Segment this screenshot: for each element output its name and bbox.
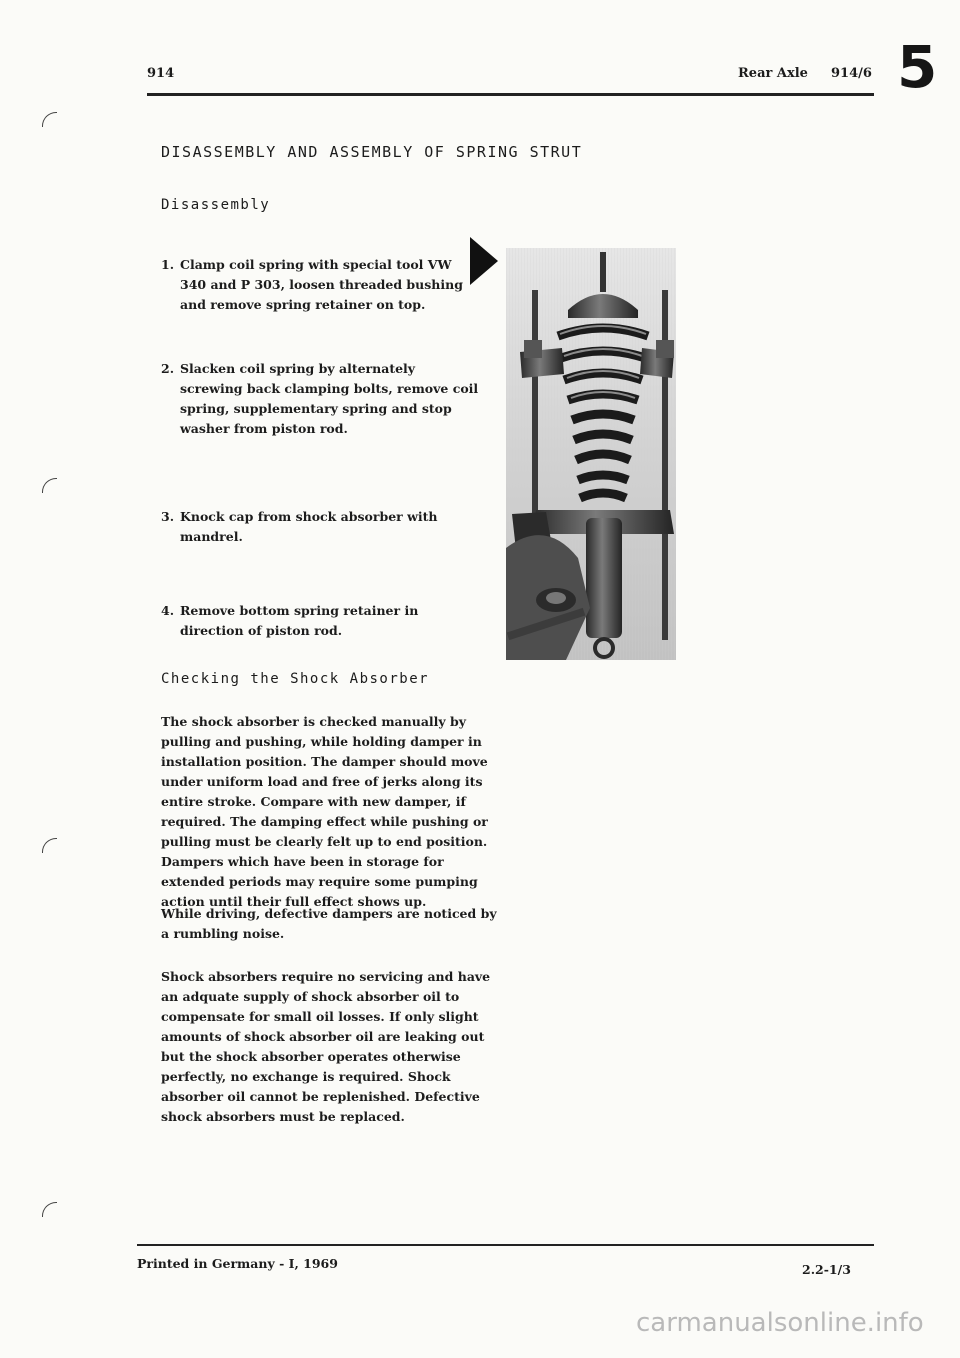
margin-mark <box>42 112 57 127</box>
printed-note: Printed in Germany - I, 1969 <box>137 1256 338 1271</box>
checking-paragraph-2: While driving, defective dampers are noticed by a rumbling noise. <box>161 906 497 941</box>
section-title: Rear Axle <box>738 66 808 81</box>
step-2 <box>161 359 481 439</box>
step-number: 3. <box>161 509 175 524</box>
margin-mark <box>42 1202 57 1217</box>
checking-paragraph-3: Shock absorbers require no servicing and have an adquate supply of shock absorber oil to compensate for small oil losses. If only slight amounts of shock absorber oil are leaking out but the shock absorber operates otherwise perfectly, no exchange is required. Shock absorber oil cannot be replenished. Defective shock absorbers must be replaced. <box>161 969 491 1124</box>
page-number: 2.2-1/3 <box>802 1262 851 1277</box>
margin-mark <box>42 838 57 853</box>
model-number: 914 <box>147 66 175 81</box>
right-triangle-arrow-icon <box>470 237 498 285</box>
step-4 <box>161 601 481 641</box>
section-number: 5 <box>897 33 938 101</box>
step-text: Clamp coil spring with special tool VW 340 and P 303, loosen threaded bushing and remove spring retainer on top. <box>180 257 463 312</box>
checking-paragraph-1: The shock absorber is checked manually by pulling and pushing, while holding damper in installation position. The damper should move under uniform load and free of jerks along its entire stroke. Compare with new damper, if required. The damping effect while pushing or pulling must be clearly felt up to end position. Dampers which have been in storage for extended periods may require some pumping action until their full effect shows up. <box>161 714 488 909</box>
margin-mark <box>42 478 57 493</box>
step-number: 4. <box>161 603 175 618</box>
page-reference: 914/6 <box>831 66 872 81</box>
watermark: carmanualsonline.info <box>636 1308 924 1338</box>
footer-rule <box>137 1244 874 1246</box>
step-number: 2. <box>161 361 175 376</box>
step-1 <box>161 255 481 315</box>
step-number: 1. <box>161 257 175 272</box>
page-title: DISASSEMBLY AND ASSEMBLY OF SPRING STRUT <box>161 143 583 161</box>
step-text: Slacken coil spring by alternately screwing back clamping bolts, remove coil spring, supplementary spring and stop washer from piston rod. <box>180 361 479 436</box>
header-rule <box>147 93 874 96</box>
step-text: Remove bottom spring retainer in direction of piston rod. <box>180 603 419 638</box>
spring-strut-photo <box>506 248 676 660</box>
checking-heading: Checking the Shock Absorber <box>161 671 430 687</box>
step-text: Knock cap from shock absorber with mandrel. <box>180 509 438 544</box>
step-3 <box>161 507 501 547</box>
disassembly-heading: Disassembly <box>161 197 271 213</box>
